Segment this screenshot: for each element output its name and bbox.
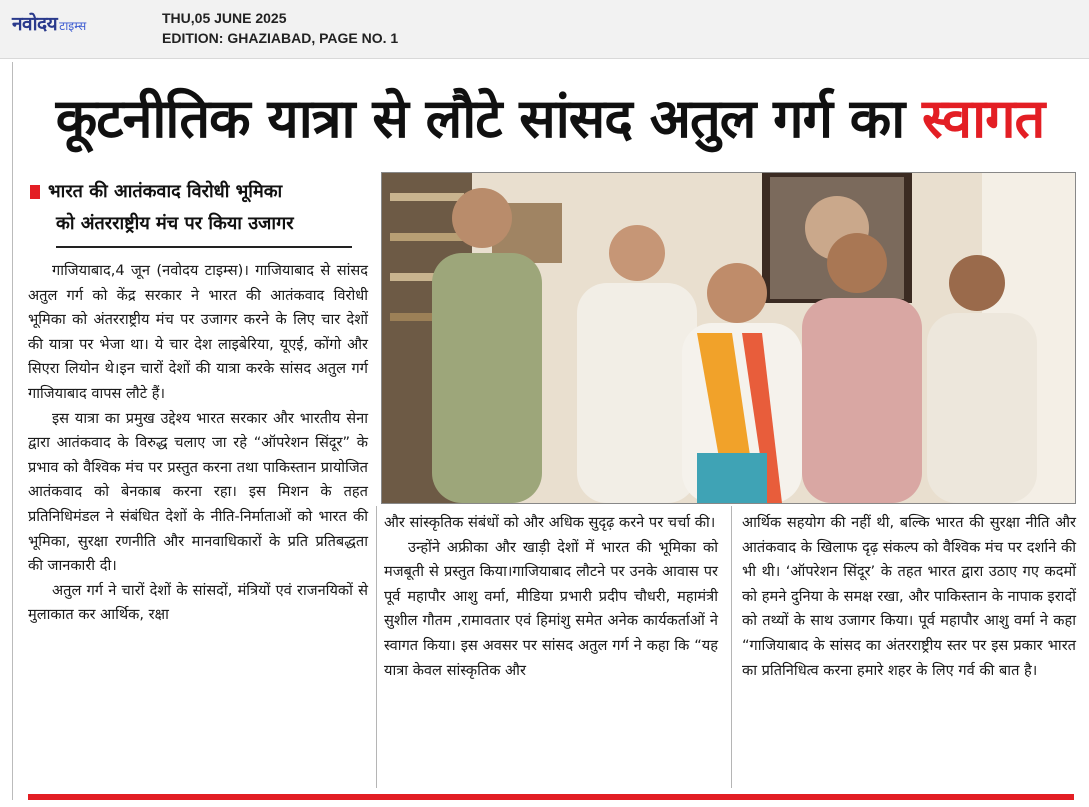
bullet-square-icon [30, 185, 40, 199]
article-photo [381, 172, 1076, 504]
col2-paragraph-2: उन्होंने अफ्रीका और खाड़ी देशों में भारत की भूमिका को मजबूती से प्रस्तुत किया।गाजियाबाद लौटने पर उनके आवास पर पूर्व महापौर आशु वर्मा, मीडिया प्रभारी प्रदीप चौधरी, महामंत्री सुशील गौतम ,रामावतार एवं हिमांशु समेत अनेक कार्यकर्ताओं ने स्वागत किया। इस अवसर पर सांसद अतुल गर्ग ने कहा कि “यह यात्रा केवल सांस्कृतिक और [384, 538, 718, 679]
column-divider-1 [376, 506, 377, 788]
issue-date: THU,05 JUNE 2025 [162, 10, 287, 26]
article-subheading [30, 176, 350, 240]
subhead-underline [56, 246, 352, 248]
column-divider-2 [731, 506, 732, 788]
col1-paragraph-1: गाजियाबाद,4 जून (नवोदय टाइम्स)। गाजियाबाद से सांसद अतुल गर्ग को केंद्र सरकार ने भारत की आतंकवाद विरोधी भूमिका को अंतरराष्ट्रीय मंच पर उजागर करने के लिए चार देशों की यात्रा पर भेजा था। ये चार देश लाइबेरिया, यूएई, कोंगो और सिएरा लियोन थे।इन चारों देशों की यात्रा करके सांसद अतुल गर्ग गाजियाबाद वापस लौटे हैं। [28, 262, 368, 402]
edition-line: EDITION: GHAZIABAD, PAGE NO. 1 [162, 30, 399, 46]
footer-accent-bar [28, 794, 1074, 800]
newspaper-logo [12, 10, 86, 36]
headline-text: कूटनीतिक यात्रा से लौटे सांसद अतुल गर्ग का [55, 87, 905, 150]
article-column-3 [742, 511, 1076, 683]
subhead-line-2: को अंतरराष्ट्रीय मंच पर किया उजागर [56, 213, 294, 234]
group-photo-illustration [382, 173, 1075, 503]
logo-main-text: नवोदय [12, 13, 58, 35]
article-column-2 [384, 511, 718, 683]
headline-highlight: स्वागत [922, 87, 1045, 150]
article-column-1 [28, 259, 368, 628]
col2-paragraph-1: और सांस्कृतिक संबंधों को और अधिक सुदृढ़ करने पर चर्चा की। [384, 514, 716, 531]
logo-sub-text: टाइम्स [59, 19, 87, 33]
edition-info [162, 8, 398, 48]
subhead-line-1: भारत की आतंकवाद विरोधी भूमिका [48, 181, 283, 202]
masthead-strip [0, 0, 1089, 59]
col3-paragraph-1: आर्थिक सहयोग की नहीं थी, बल्कि भारत की सुरक्षा नीति और आतंकवाद के खिलाफ दृढ़ संकल्प को वैश्विक मंच पर दर्शाने की भी थी। ‘ऑपरेशन सिंदूर’ के तहत भारत द्वारा उठाए गए कदमों को हमने दुनिया के समक्ष रखा, और पाकिस्तान के नापाक इरादों को तथ्यों के साथ उजागर किया। पूर्व महापौर आशु वर्मा ने कहा “गाजियाबाद के सांसद का अंतरराष्ट्रीय स्तर पर इस प्रकार भारत का प्रतिनिधित्व करना हमारे शहर के लिए गर्व की बात है। [742, 514, 1076, 679]
article-headline [30, 76, 1070, 162]
col1-paragraph-3: अतुल गर्ग ने चारों देशों के सांसदों, मंत्रियों एवं राजनयिकों से मुलाकात कर आर्थिक, रक्षा [28, 581, 368, 624]
col1-paragraph-2: इस यात्रा का प्रमुख उद्देश्य भारत सरकार और भारतीय सेना द्वारा आतंकवाद के विरुद्ध चलाए जा रहे “ऑपरेशन सिंदूर” के प्रभाव को वैश्विक मंच पर प्रस्तुत करना तथा पाकिस्तान प्रायोजित आतंकवाद को बेनकाब करना रहा। इस मिशन के तहत प्रतिनिधिमंडल ने संबंधित देशों के नीति-निर्माताओं को भारत की भूमिका, सुरक्षा रणनीति और मानवाधिकारों के प्रति प्रतिबद्धता की जानकारी दी। [28, 409, 368, 575]
